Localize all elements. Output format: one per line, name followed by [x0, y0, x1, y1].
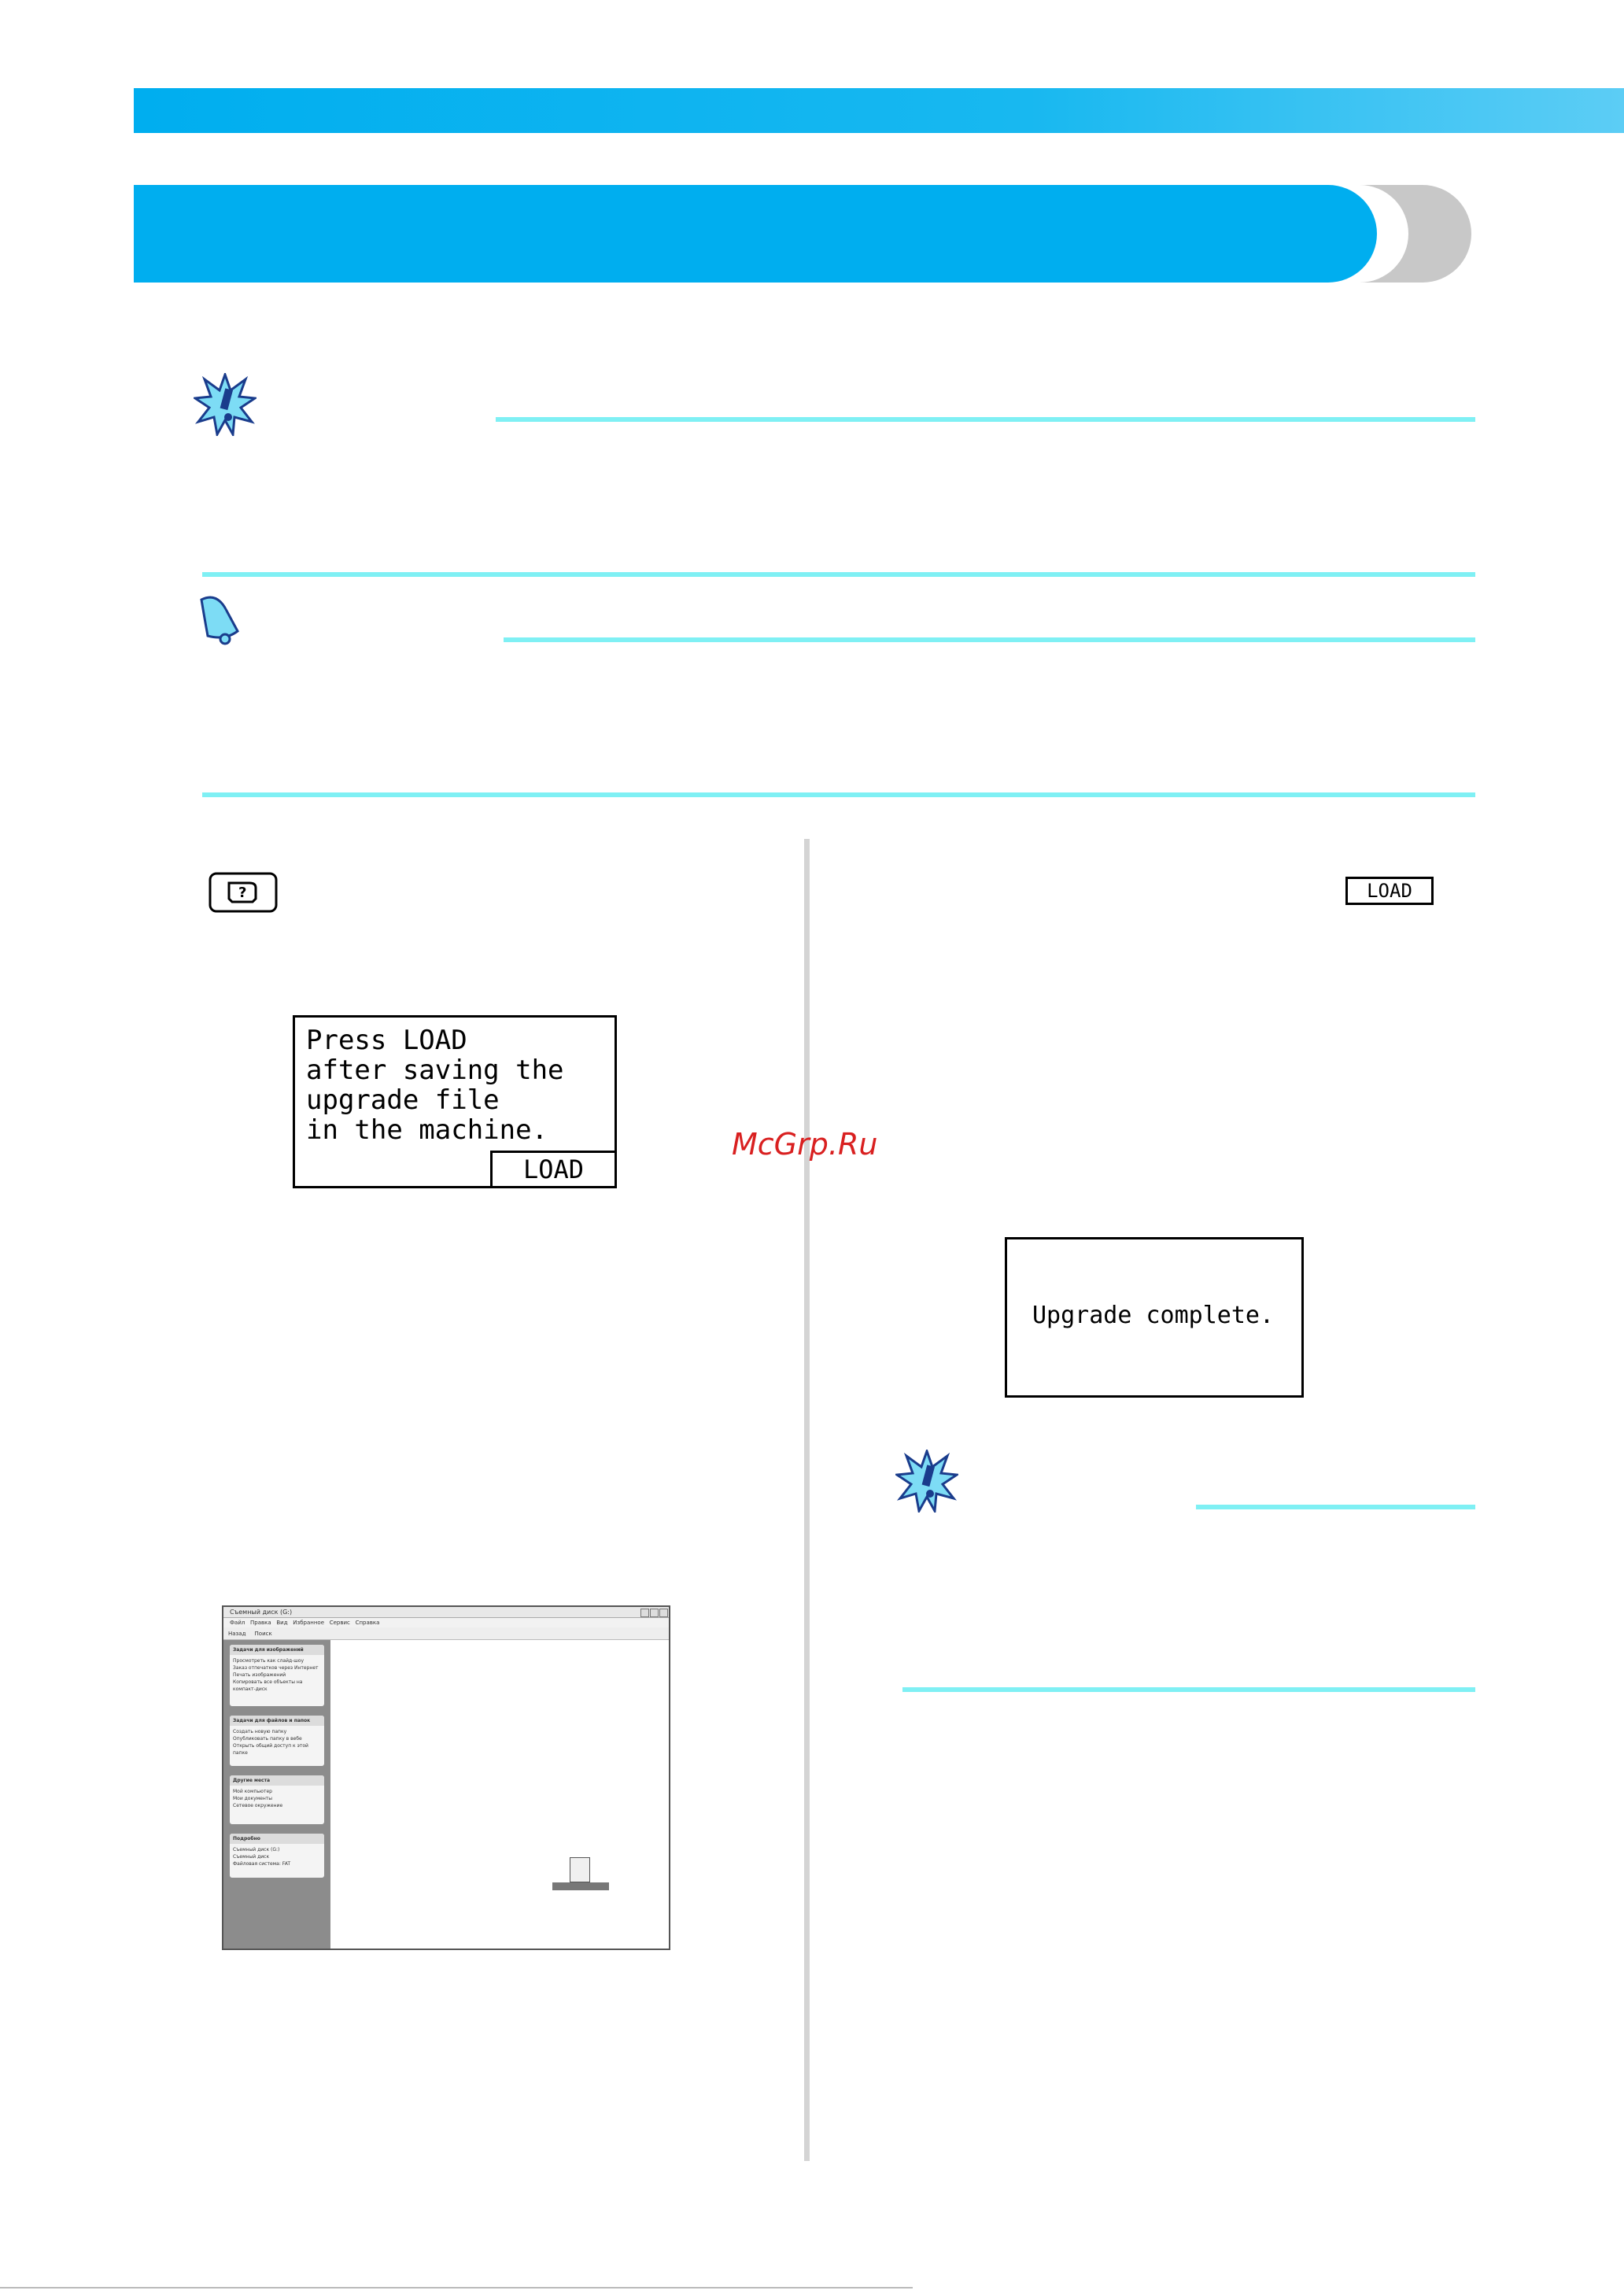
- explorer-task-pane: [223, 1640, 330, 1949]
- explorer-window-screenshot: [222, 1605, 670, 1950]
- maximize-icon[interactable]: [650, 1609, 659, 1617]
- detail-text: Съемный диск (G:): [233, 1847, 280, 1853]
- column-divider: [804, 839, 810, 2161]
- close-icon[interactable]: [659, 1609, 668, 1617]
- memo-rule-bottom: [202, 572, 1475, 577]
- machine-help-key-icon: [209, 872, 278, 913]
- panel-other-places: [230, 1775, 324, 1824]
- memo2-rule-bottom: [902, 1687, 1475, 1692]
- panel-link[interactable]: Просмотреть как слайд-шоу: [233, 1658, 304, 1664]
- lcd-complete-message: Upgrade complete.: [1032, 1302, 1275, 1329]
- back-button[interactable]: Назад: [228, 1631, 246, 1637]
- note-rule-bottom: [202, 792, 1475, 797]
- upgrade-file-icon[interactable]: [570, 1857, 590, 1882]
- panel-link[interactable]: Опубликовать папку в вебе: [233, 1736, 302, 1742]
- svg-text:?: ?: [238, 885, 247, 901]
- lcd-screen-upgrade-complete: [1005, 1237, 1304, 1398]
- menu-help[interactable]: Справка: [355, 1620, 380, 1626]
- panel-link[interactable]: Сетевое окружение: [233, 1803, 283, 1808]
- menu-favorites[interactable]: Избранное: [293, 1620, 325, 1626]
- memo-starburst-icon: [194, 373, 257, 436]
- panel-link[interactable]: Печать изображений: [233, 1672, 286, 1678]
- menu-view[interactable]: Вид: [276, 1620, 288, 1626]
- lcd-line-3: upgrade file: [306, 1084, 500, 1116]
- menu-file[interactable]: Файл: [230, 1620, 245, 1626]
- memo-starburst-icon: [895, 1450, 958, 1513]
- watermark: McGrp.Ru: [732, 1127, 878, 1162]
- panel-file-tasks: [230, 1716, 324, 1766]
- load-key-icon: LOAD: [1345, 877, 1434, 905]
- panel-link[interactable]: Заказ отпечатков через Интернет: [233, 1665, 319, 1671]
- panel-link[interactable]: Мои документы: [233, 1796, 273, 1801]
- memo2-rule-top: [1196, 1505, 1475, 1509]
- lcd-line-1: Press LOAD: [306, 1025, 467, 1056]
- title-banner: [134, 185, 1377, 283]
- explorer-menu: [223, 1618, 669, 1627]
- detail-text: Файловая система: FAT: [233, 1861, 290, 1867]
- panel-link[interactable]: Мой компьютер: [233, 1789, 272, 1794]
- minimize-icon[interactable]: [640, 1609, 649, 1617]
- lcd-line-2: after saving the: [306, 1055, 564, 1086]
- memo-rule-top: [496, 417, 1475, 422]
- explorer-toolbar: [223, 1627, 669, 1640]
- header-bar: [134, 88, 1624, 133]
- lcd-screen-press-load: [293, 1015, 617, 1188]
- explorer-title: Съемный диск (G:): [223, 1607, 669, 1618]
- page-bottom-line: [0, 2287, 913, 2288]
- panel-header[interactable]: Задачи для файлов и папок: [230, 1716, 324, 1726]
- menu-tools[interactable]: Сервис: [329, 1620, 350, 1626]
- panel-header[interactable]: Другие места: [230, 1775, 324, 1786]
- search-button[interactable]: Поиск: [254, 1631, 272, 1637]
- menu-edit[interactable]: Правка: [250, 1620, 271, 1626]
- lcd-line-4: in the machine.: [306, 1114, 548, 1146]
- note-rule-top: [504, 637, 1475, 642]
- panel-link[interactable]: Создать новую папку: [233, 1729, 287, 1734]
- panel-link[interactable]: Открыть общий доступ к этой папке: [233, 1743, 308, 1756]
- upgrade-file-label[interactable]: [552, 1882, 609, 1890]
- panel-header[interactable]: Подробно: [230, 1834, 324, 1844]
- note-bell-icon: [194, 592, 242, 647]
- panel-details: [230, 1834, 324, 1878]
- lcd-load-button[interactable]: LOAD: [490, 1151, 615, 1186]
- panel-image-tasks: [230, 1645, 324, 1706]
- detail-text: Съемный диск: [233, 1854, 270, 1860]
- panel-header[interactable]: Задачи для изображений: [230, 1645, 324, 1655]
- panel-link[interactable]: Копировать все объекты на компакт-диск: [233, 1679, 303, 1692]
